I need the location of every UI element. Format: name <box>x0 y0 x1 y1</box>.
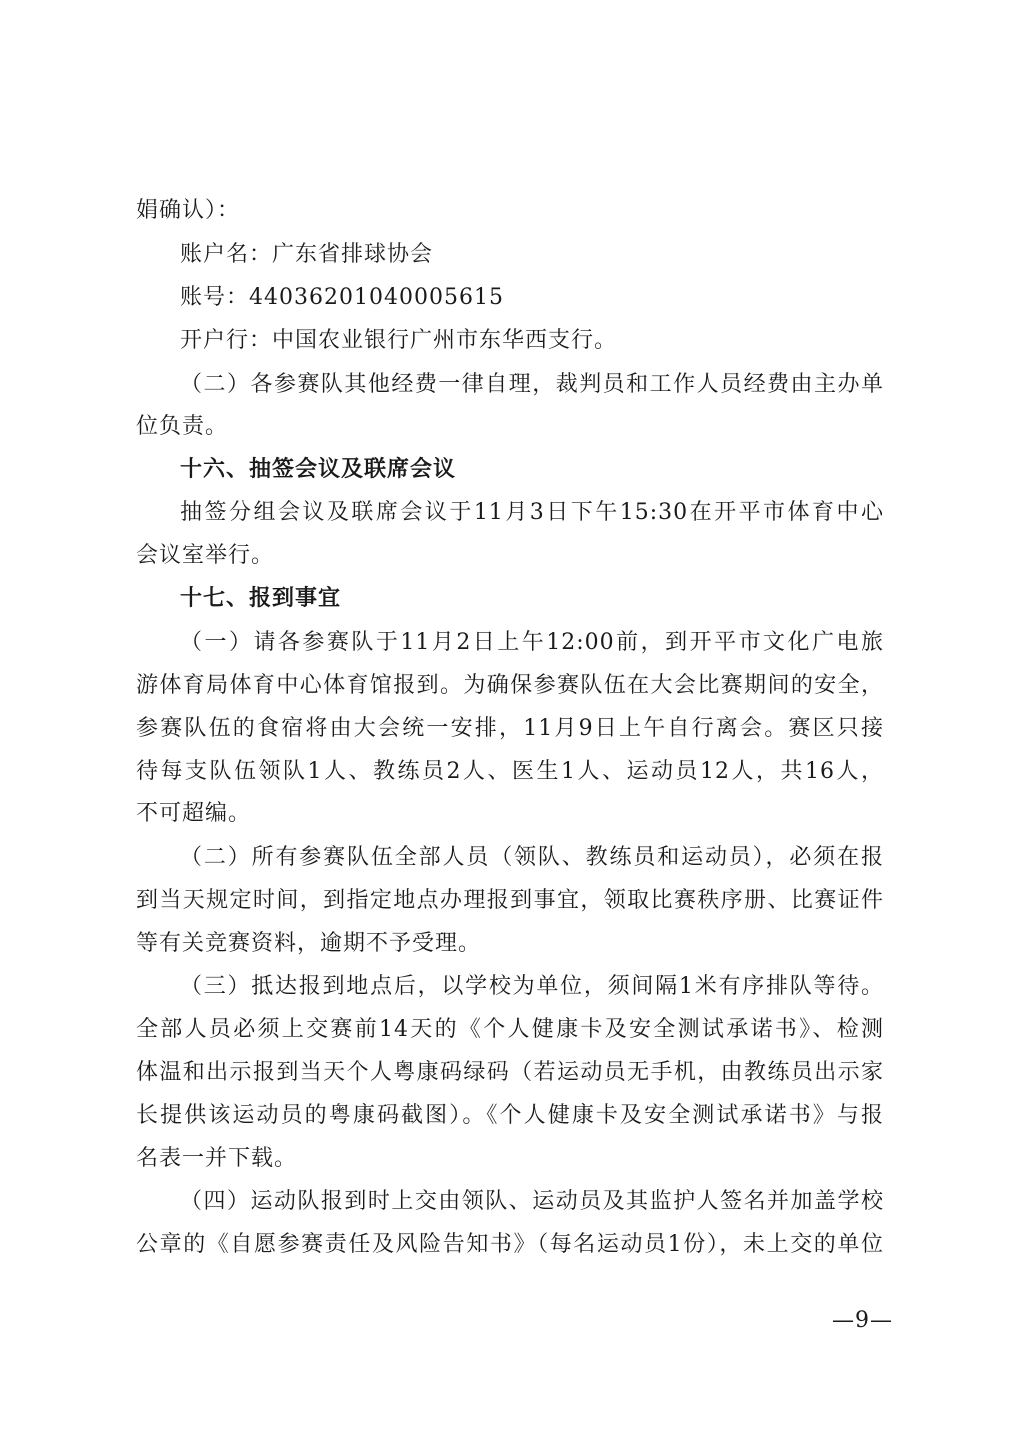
section-heading: 十七、报到事宜 <box>180 586 342 611</box>
text-line: 游体育局体育中心体育馆报到。为确保参赛队伍在大会比赛期间的安全， <box>136 673 884 698</box>
account-name-line: 账户名：广东省排球协会 <box>180 242 434 267</box>
page-number: —9— <box>832 1308 893 1333</box>
text-line: 待每支队伍领队1人、教练员2人、医生1人、运动员12人，共16人， <box>136 759 884 784</box>
text-line: （四）运动队报到时上交由领队、运动员及其监护人签名并加盖学校 <box>180 1189 884 1214</box>
text-line: 抽签分组会议及联席会议于11月3日下午15:30在开平市体育中心 <box>180 500 884 525</box>
text-line: 娟确认）： <box>136 198 241 223</box>
bank-line: 开户行：中国农业银行广州市东华西支行。 <box>180 328 618 353</box>
account-number-line: 账号：44036201040005615 <box>180 285 504 310</box>
text-line: 等有关竞赛资料，逾期不予受理。 <box>136 931 482 956</box>
text-line: 公章的《自愿参赛责任及风险告知书》（每名运动员1份），未上交的单位 <box>136 1232 884 1257</box>
text-line: 体温和出示报到当天个人粤康码绿码（若运动员无手机，由教练员出示家 <box>136 1060 884 1085</box>
text-line: 位负责。 <box>136 414 229 439</box>
text-line: （三）抵达报到地点后，以学校为单位，须间隔1米有序排队等待。 <box>180 974 884 999</box>
text-line: 长提供该运动员的粤康码截图）。《个人健康卡及安全测试承诺书》与报 <box>136 1103 884 1128</box>
text-line: （二）各参赛队其他经费一律自理，裁判员和工作人员经费由主办单 <box>180 372 884 397</box>
text-line: 不可超编。 <box>136 801 252 826</box>
text-line: 名表一并下载。 <box>136 1146 298 1171</box>
text-line: 全部人员必须上交赛前14天的《个人健康卡及安全测试承诺书》、检测 <box>136 1017 884 1042</box>
text-line: 会议室举行。 <box>136 543 275 568</box>
section-heading: 十六、抽签会议及联席会议 <box>180 457 457 482</box>
text-line: 到当天规定时间，到指定地点办理报到事宜，领取比赛秩序册、比赛证件 <box>136 888 884 913</box>
text-line: （二）所有参赛队伍全部人员（领队、教练员和运动员），必须在报 <box>180 845 884 870</box>
text-line: （一）请各参赛队于11月2日上午12:00前，到开平市文化广电旅 <box>180 630 884 655</box>
text-line: 参赛队伍的食宿将由大会统一安排，11月9日上午自行离会。赛区只接 <box>136 716 884 741</box>
